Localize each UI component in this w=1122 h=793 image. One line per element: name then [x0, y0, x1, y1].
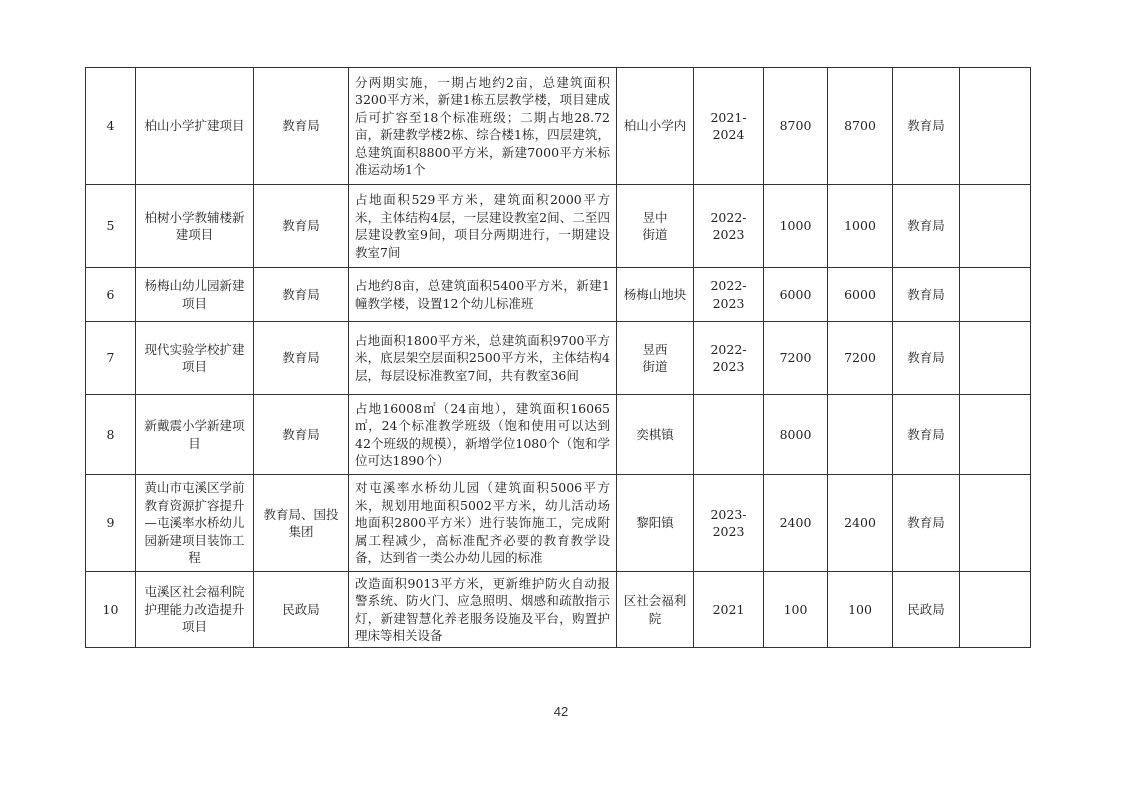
construction-content-cell [349, 68, 617, 185]
row-number-cell [86, 322, 136, 395]
row-number: 5 [106, 218, 115, 234]
construction-period: 2023-2023 [710, 506, 747, 539]
supervising-department: 教育局 [907, 286, 945, 302]
responsible-unit: 教育局 [282, 286, 320, 302]
construction-content-cell [349, 322, 617, 395]
total-investment-cell [764, 572, 828, 648]
remark-cell [960, 475, 1031, 572]
row-number: 4 [106, 118, 115, 134]
total-investment-cell [764, 475, 828, 572]
construction-content: 占地面积1800平方米，总建筑面积9700平方米，底层架空层面积2500平方米，主体结构4层，每层设标准教室7间，共有教室36间 [355, 332, 610, 383]
responsible-unit-cell [254, 268, 349, 322]
project-name-cell [136, 185, 254, 268]
total-investment-cell [764, 268, 828, 322]
construction-content-cell [349, 185, 617, 268]
project-name-cell [136, 475, 254, 572]
construction-content: 分两期实施，一期占地约2亩，总建筑面积3200平方米，新建1栋五层教学楼，项目建成后可扩容至18个标准班级；二期占地28.72亩，新建教学楼2栋、综合楼1栋，四层建筑，总建筑面积8800平方米，新建7000平方米标准运动场1个 [355, 74, 610, 177]
construction-content-cell [349, 395, 617, 475]
responsible-unit: 民政局 [282, 601, 320, 617]
total-investment: 2400 [779, 515, 812, 531]
construction-period: 2022-2023 [710, 278, 747, 311]
construction-period-cell [694, 572, 764, 648]
planned-investment: 2400 [844, 515, 876, 531]
supervising-department: 教育局 [907, 350, 945, 366]
construction-period: 2022-2023 [710, 209, 747, 242]
project-name: 新戴震小学新建项目 [144, 418, 245, 451]
remark-cell [960, 68, 1031, 185]
remark-cell [960, 268, 1031, 322]
row-number-cell [86, 185, 136, 268]
supervising-department: 教育局 [907, 218, 945, 234]
table-row [86, 395, 1031, 475]
planned-investment: 1000 [844, 218, 876, 234]
location-cell [617, 395, 694, 475]
construction-period-cell [694, 68, 764, 185]
construction-period-cell [694, 268, 764, 322]
row-number-cell [86, 572, 136, 648]
total-investment-cell [764, 395, 828, 475]
project-name: 屯溪区社会福利院护理能力改造提升项目 [144, 584, 245, 635]
construction-content: 对屯溪率水桥幼儿园（建筑面积5006平方米，规划用地面积5002平方米，幼儿活动场地面积2800平方米）进行装饰施工，完成附属工程减少，高标准配齐必要的教育教学设备，达到省一类公办幼儿园的标准 [355, 480, 610, 566]
location-cell [617, 572, 694, 648]
project-name: 杨梅山幼儿园新建项目 [144, 278, 245, 311]
supervising-department: 教育局 [907, 426, 945, 442]
construction-period-cell [694, 475, 764, 572]
location: 区社会福利院 [623, 593, 687, 626]
supervising-department-cell [893, 268, 960, 322]
total-investment: 8000 [779, 426, 812, 442]
supervising-department: 教育局 [907, 515, 945, 531]
planned-investment: 8700 [844, 118, 876, 134]
planned-investment: 6000 [844, 286, 876, 302]
project-table [85, 67, 1031, 648]
construction-period-cell [694, 185, 764, 268]
project-name-cell [136, 68, 254, 185]
construction-content-cell [349, 268, 617, 322]
remark-cell [960, 185, 1031, 268]
construction-content: 占地16008㎡（24亩地），建筑面积16065㎡，24个标准教学班级（饱和使用可以达到42个班级的规模），新增学位1080个（饱和学位可达1890个） [355, 400, 610, 468]
supervising-department-cell [893, 185, 960, 268]
location: 柏山小学内 [623, 118, 687, 134]
planned-investment-cell [828, 322, 893, 395]
table-row [86, 185, 1031, 268]
responsible-unit-cell [254, 395, 349, 475]
table-row [86, 68, 1031, 185]
total-investment: 6000 [779, 286, 812, 302]
supervising-department-cell [893, 322, 960, 395]
page-number: 42 [553, 704, 569, 719]
construction-content: 占地约8亩，总建筑面积5400平方米，新建1幢教学楼，设置12个幼儿标准班 [355, 278, 610, 311]
responsible-unit: 教育局 [282, 426, 320, 442]
row-number: 6 [106, 286, 115, 302]
row-number-cell [86, 395, 136, 475]
project-name-cell [136, 268, 254, 322]
supervising-department-cell [893, 475, 960, 572]
total-investment: 7200 [779, 350, 812, 366]
row-number: 8 [106, 426, 115, 442]
total-investment-cell [764, 68, 828, 185]
total-investment: 8700 [779, 118, 812, 134]
location: 奕棋镇 [636, 426, 674, 442]
total-investment: 1000 [779, 218, 812, 234]
location: 昱中 街道 [642, 209, 668, 242]
location: 昱西 街道 [642, 341, 668, 374]
responsible-unit-cell [254, 68, 349, 185]
planned-investment-cell [828, 185, 893, 268]
responsible-unit-cell [254, 322, 349, 395]
construction-period: 2022-2023 [710, 341, 747, 374]
location: 黎阳镇 [636, 515, 674, 531]
location-cell [617, 322, 694, 395]
remark-cell [960, 395, 1031, 475]
planned-investment-cell [828, 572, 893, 648]
location: 杨梅山地块 [623, 286, 687, 302]
planned-investment-cell [828, 268, 893, 322]
responsible-unit: 教育局 [282, 350, 320, 366]
supervising-department: 民政局 [907, 601, 945, 617]
responsible-unit: 教育局 [282, 118, 320, 134]
construction-content: 占地面积529平方米，建筑面积2000平方米，主体结构4层，一层建设教室2间、二至四层建设教室9间，项目分两期进行，一期建设教室7间 [355, 192, 610, 260]
table-row [86, 572, 1031, 648]
planned-investment-cell [828, 395, 893, 475]
table-row [86, 475, 1031, 572]
construction-period: 2021-2024 [710, 109, 747, 142]
total-investment-cell [764, 185, 828, 268]
total-investment-cell [764, 322, 828, 395]
planned-investment: 100 [848, 601, 872, 617]
responsible-unit-cell [254, 475, 349, 572]
table-row [86, 322, 1031, 395]
row-number: 10 [102, 601, 119, 617]
row-number: 7 [106, 350, 115, 366]
construction-content-cell [349, 475, 617, 572]
project-name: 柏树小学教辅楼新建项目 [144, 209, 245, 242]
supervising-department: 教育局 [907, 118, 945, 134]
planned-investment-cell [828, 68, 893, 185]
row-number-cell [86, 475, 136, 572]
project-name-cell [136, 572, 254, 648]
construction-period-cell [694, 395, 764, 475]
construction-content-cell [349, 572, 617, 648]
location-cell [617, 268, 694, 322]
project-name: 现代实验学校扩建项目 [144, 341, 245, 374]
project-name-cell [136, 395, 254, 475]
responsible-unit-cell [254, 185, 349, 268]
supervising-department-cell [893, 395, 960, 475]
responsible-unit-cell [254, 572, 349, 648]
responsible-unit: 教育局、国投集团 [263, 506, 339, 539]
supervising-department-cell [893, 68, 960, 185]
project-name: 黄山市屯溪区学前教育资源扩容提升—屯溪率水桥幼儿园新建项目装饰工程 [144, 480, 245, 566]
supervising-department-cell [893, 572, 960, 648]
location-cell [617, 475, 694, 572]
construction-content: 改造面积9013平方米，更新维护防火自动报警系统、防火门、应急照明、烟感和疏散指示灯，新建智慧化养老服务设施及平台，购置护理床等相关设备 [355, 575, 610, 643]
location-cell [617, 185, 694, 268]
location-cell [617, 68, 694, 185]
project-name: 柏山小学扩建项目 [144, 118, 245, 134]
planned-investment-cell [828, 475, 893, 572]
construction-period: 2021 [712, 601, 745, 617]
project-name-cell [136, 322, 254, 395]
remark-cell [960, 322, 1031, 395]
row-number-cell [86, 268, 136, 322]
table-row [86, 268, 1031, 322]
row-number-cell [86, 68, 136, 185]
construction-period-cell [694, 322, 764, 395]
row-number: 9 [106, 515, 115, 531]
planned-investment: 7200 [844, 350, 876, 366]
responsible-unit: 教育局 [282, 218, 320, 234]
remark-cell [960, 572, 1031, 648]
total-investment: 100 [783, 601, 808, 617]
